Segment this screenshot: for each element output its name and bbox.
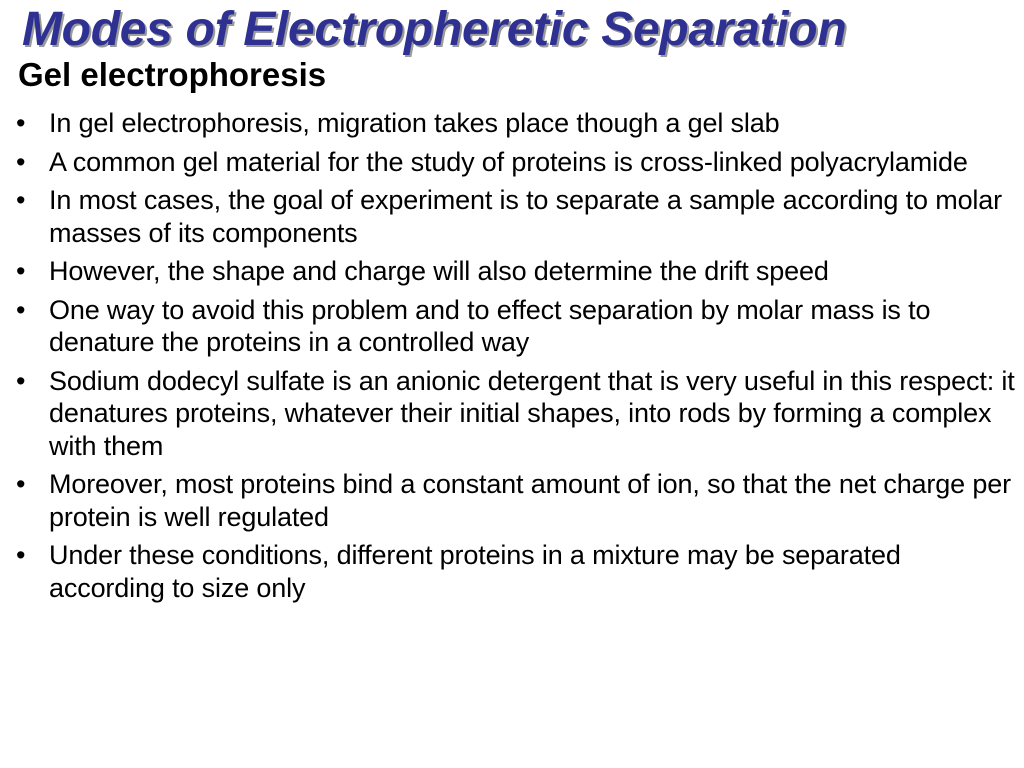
slide-title: Modes of Electropheretic Separation <box>22 3 847 56</box>
bullet-item <box>0 184 1024 249</box>
bullet-dot-icon: • <box>16 540 26 570</box>
bullet-text: One way to avoid this problem and to effect separation by molar mass is to denature the proteins in a controlled way <box>49 294 931 357</box>
bullet-text: Under these conditions, different proteins in a mixture may be separated according to size only <box>49 540 901 603</box>
bullet-text: Moreover, most proteins bind a constant amount of ion, so that the net charge per protein is well regulated <box>49 469 1011 532</box>
bullet-text: However, the shape and charge will also determine the drift speed <box>49 256 829 286</box>
bullet-text: Sodium dodecyl sulfate is an anionic detergent that is very useful in this respect: it denatures proteins, whatever their initial shapes, into rods by forming a complex with them <box>49 365 1015 461</box>
bullet-text: A common gel material for the study of proteins is cross-linked polyacrylamide <box>49 146 968 177</box>
bullet-item <box>0 107 1024 140</box>
bullet-item <box>0 365 1024 463</box>
bullet-list <box>0 107 1024 610</box>
bullet-text: In most cases, the goal of experiment is to separate a sample according to molar masses of its components <box>49 185 1002 248</box>
bullet-dot-icon: • <box>16 185 26 215</box>
bullet-dot-icon: • <box>16 108 26 138</box>
bullet-dot-icon: • <box>16 146 26 177</box>
bullet-text: In gel electrophoresis, migration takes place though a gel slab <box>49 108 780 138</box>
bullet-item <box>0 146 1024 179</box>
bullet-item <box>0 294 1024 359</box>
bullet-item <box>0 539 1024 604</box>
bullet-item <box>0 468 1024 533</box>
bullet-dot-icon: • <box>16 256 26 286</box>
bullet-dot-icon: • <box>16 365 26 396</box>
section-subheading: Gel electrophoresis <box>18 56 327 93</box>
bullet-item <box>0 255 1024 288</box>
bullet-dot-icon: • <box>16 294 26 325</box>
bullet-dot-icon: • <box>16 469 26 499</box>
